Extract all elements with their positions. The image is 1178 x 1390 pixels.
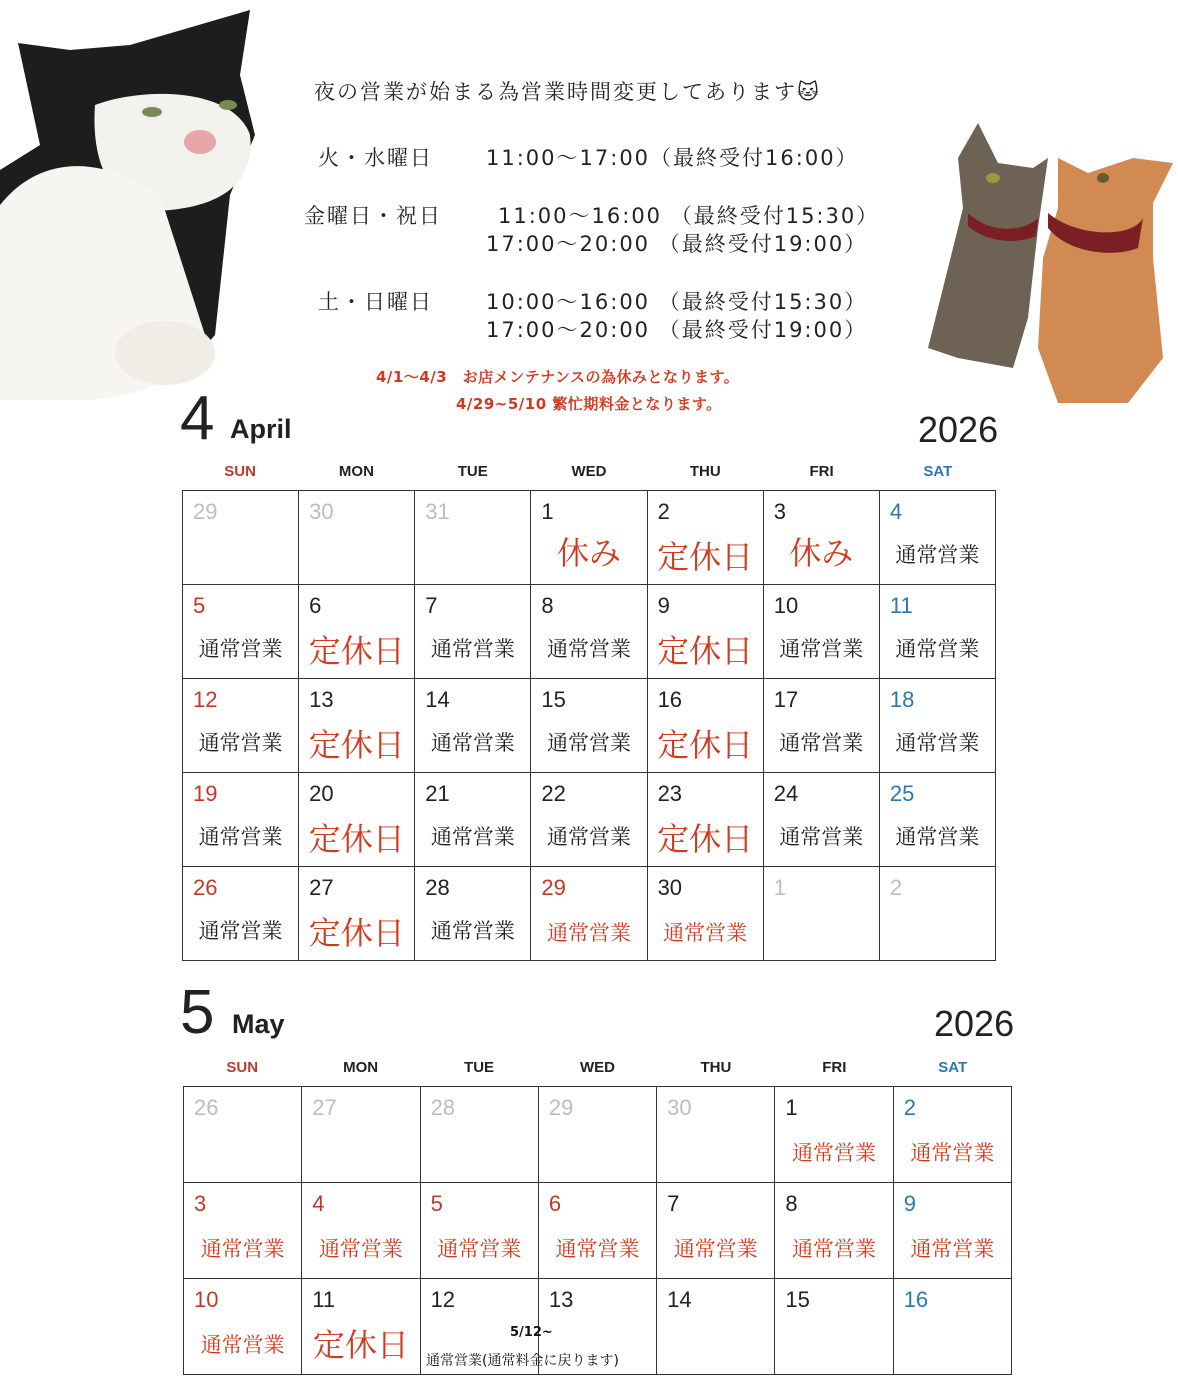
may-calendar-grid [183,1086,1012,1375]
day-cell [531,773,647,867]
day-cell [183,679,299,773]
april-week-row [183,491,996,585]
day-status: 定休日 [657,820,754,858]
day-number: 28 [425,875,450,900]
day-cell [420,1087,538,1183]
day-cell [302,1087,420,1183]
april-week-row [183,585,996,679]
hours-days-tue-wed: 火・水曜日 [318,146,433,170]
day-cell [184,1279,302,1375]
day-status: 通常営業 [198,919,283,943]
hours-times-weekend-day: 10:00〜16:00 （最終受付15:30） [486,290,868,314]
weekday-wed: WED [571,463,607,480]
day-status: 定休日 [657,632,754,670]
may-month-name: May [232,1009,285,1039]
day-number: 10 [773,593,799,618]
day-number: 3 [773,499,786,524]
weekday-sat: SAT [923,463,953,480]
day-status: 通常営業 [895,731,980,755]
day-cell [879,867,995,961]
day-number: 12 [193,687,218,712]
day-number: 22 [541,781,566,806]
cat-photo-right [918,118,1176,408]
day-number: 2 [889,875,903,900]
day-status: 定休日 [308,726,405,764]
day-status: 通常営業 [663,921,748,945]
day-status: 通常営業 [546,825,631,849]
day-number: 14 [425,687,450,712]
may-week-row [184,1087,1012,1183]
day-number: 1 [773,875,786,900]
day-status: 通常営業 [792,1237,877,1261]
weekday-sun: SUN [226,1059,259,1076]
weekday-fri: FRI [822,1059,847,1076]
day-cell [647,491,763,585]
day-number: 16 [657,687,683,712]
day-cell [299,773,415,867]
maintenance-note: 4/1〜4/3 お店メンテナンスの為休みとなります。 [376,368,740,386]
day-status: 休み [789,534,854,572]
day-number: 20 [309,781,334,806]
day-cell [299,679,415,773]
day-cell [183,773,299,867]
day-number: 24 [773,781,799,806]
day-number: 7 [425,593,438,618]
day-status: 通常営業 [430,825,515,849]
notice-headline: 夜の営業が始まる為営業時間変更してあります🐱 [314,80,821,104]
day-status: 通常営業 [198,637,283,661]
day-status: 通常営業 [779,825,864,849]
day-number: 26 [194,1095,219,1120]
day-cell [183,585,299,679]
day-number: 18 [889,687,915,712]
day-number: 16 [903,1287,929,1312]
day-cell [879,491,995,585]
day-cell [893,1279,1011,1375]
day-cell [415,773,531,867]
day-number: 27 [309,875,334,900]
day-number: 31 [425,499,450,524]
day-cell [531,867,647,961]
day-cell [647,773,763,867]
day-cell [531,585,647,679]
day-cell [879,773,995,867]
day-number: 13 [548,1287,574,1312]
day-status: 通常営業 [895,637,980,661]
hours-times-tue-wed: 11:00〜17:00（最終受付16:00） [486,146,859,170]
day-number: 1 [785,1095,798,1120]
day-number: 4 [889,499,903,524]
day-cell [299,585,415,679]
weekday-fri: FRI [809,463,834,480]
day-cell [183,867,299,961]
day-number: 6 [309,593,322,618]
weekday-tue: TUE [464,1059,495,1076]
day-status: 通常営業 [318,1237,403,1261]
weekday-sun: SUN [224,463,256,480]
day-cell [415,867,531,961]
day-number: 21 [425,781,450,806]
may-month-number: 5 [180,978,215,1047]
day-cell [893,1087,1011,1183]
day-status: 定休日 [308,820,405,858]
day-number: 9 [657,593,670,618]
day-number: 9 [903,1191,916,1216]
day-cell [775,1279,893,1375]
day-cell [538,1183,656,1279]
day-cell [775,1087,893,1183]
april-weekday-header [182,463,996,480]
day-number: 30 [667,1095,692,1120]
day-number: 15 [541,687,566,712]
day-cell [763,773,879,867]
day-cell [647,585,763,679]
day-cell [763,679,879,773]
day-number: 15 [785,1287,810,1312]
day-cell [420,1183,538,1279]
april-week-row [183,679,996,773]
hours-days-fri-holiday: 金曜日・祝日 [304,204,442,228]
day-number: 8 [785,1191,798,1216]
weekday-tue: TUE [457,463,488,480]
day-cell [299,867,415,961]
day-status: 定休日 [308,632,405,670]
day-status: 通常営業 [546,921,631,945]
april-week-row [183,867,996,961]
day-number: 1 [541,499,554,524]
day-status: 通常営業 [198,731,283,755]
day-number: 12 [430,1287,456,1312]
may-12-note-text: 通常営業(通常料金に戻ります) [426,1353,619,1369]
weekday-thu: THU [689,463,721,480]
day-cell [657,1183,775,1279]
day-cell [647,867,763,961]
april-week-row [183,773,996,867]
day-number: 2 [657,499,670,524]
day-number: 29 [541,875,566,900]
day-cell [302,1183,420,1279]
hours-times-weekend-night: 17:00〜20:00 （最終受付19:00） [486,318,868,342]
day-number: 29 [193,499,218,524]
weekday-sat: SAT [938,1059,968,1076]
day-status: 休み [556,534,621,572]
day-number: 30 [309,499,334,524]
day-status: 通常営業 [895,825,980,849]
day-status: 定休日 [657,726,754,764]
day-cell [415,585,531,679]
day-status: 通常営業 [430,731,515,755]
day-number: 4 [312,1191,325,1216]
day-cell [531,679,647,773]
day-number: 26 [193,875,218,900]
day-cell [538,1087,656,1183]
day-number: 8 [541,593,554,618]
day-status: 通常営業 [437,1237,522,1261]
day-cell [763,867,879,961]
day-status: 通常営業 [910,1141,995,1165]
day-status: 通常営業 [546,731,631,755]
day-cell [184,1087,302,1183]
day-status: 通常営業 [779,637,864,661]
day-status: 通常営業 [546,637,631,661]
weekday-mon: MON [338,463,374,480]
day-number: 13 [309,687,334,712]
day-number: 7 [667,1191,680,1216]
weekday-wed: WED [579,1059,615,1076]
day-number: 19 [193,781,218,806]
day-status: 定休日 [312,1326,409,1364]
weekday-thu: THU [700,1059,732,1076]
april-calendar-grid [182,490,996,961]
day-cell [531,491,647,585]
day-number: 29 [548,1095,574,1120]
may-week-row [184,1183,1012,1279]
day-number: 2 [903,1095,916,1120]
day-number: 30 [657,875,683,900]
day-number: 14 [667,1287,692,1312]
day-number: 11 [312,1287,336,1312]
day-cell [893,1183,1011,1279]
day-cell [879,679,995,773]
day-number: 23 [657,781,683,806]
cat-photo-left [0,5,262,400]
day-cell [184,1183,302,1279]
day-number: 3 [194,1191,207,1216]
day-status: 通常営業 [200,1237,285,1261]
day-cell [415,679,531,773]
day-number: 27 [312,1095,337,1120]
day-cell [763,491,879,585]
day-status: 通常営業 [555,1237,640,1261]
day-number: 17 [773,687,799,712]
day-number: 28 [430,1095,456,1120]
day-cell [763,585,879,679]
day-cell [183,491,299,585]
may-year: 2026 [934,1003,1015,1044]
day-status: 定休日 [308,914,405,952]
day-status: 通常営業 [910,1237,995,1261]
day-status: 通常営業 [673,1237,758,1261]
day-status: 通常営業 [200,1333,285,1357]
day-number: 25 [889,781,915,806]
day-cell [879,585,995,679]
day-status: 通常営業 [430,637,515,661]
day-cell [299,491,415,585]
day-number: 6 [548,1191,562,1216]
day-status: 定休日 [657,538,754,576]
day-cell [657,1279,775,1375]
weekday-mon: MON [343,1059,379,1076]
day-cell [415,491,531,585]
day-status: 通常営業 [779,731,864,755]
day-cell [647,679,763,773]
day-cell [775,1183,893,1279]
hours-days-sat-sun: 土・日曜日 [318,290,433,314]
hours-times-fri-day: 11:00〜16:00 （最終受付15:30） [498,204,880,228]
day-cell [302,1279,420,1375]
day-status: 通常営業 [792,1141,877,1165]
day-number: 5 [430,1191,443,1216]
day-cell [657,1087,775,1183]
day-status: 通常営業 [198,825,283,849]
april-month-name: April [230,414,292,444]
day-number: 5 [193,593,206,618]
april-month-number: 4 [180,384,215,453]
peak-fee-note: 4/29~5/10 繁忙期料金となります。 [456,395,722,413]
day-number: 10 [194,1287,219,1312]
may-12-note-date: 5/12~ [510,1325,553,1340]
day-status: 通常営業 [430,919,515,943]
day-number: 11 [889,593,913,618]
day-status: 通常営業 [895,543,980,567]
april-year: 2026 [918,409,999,450]
may-weekday-header [183,1059,1012,1076]
hours-times-fri-night: 17:00〜20:00 （最終受付19:00） [486,232,868,256]
